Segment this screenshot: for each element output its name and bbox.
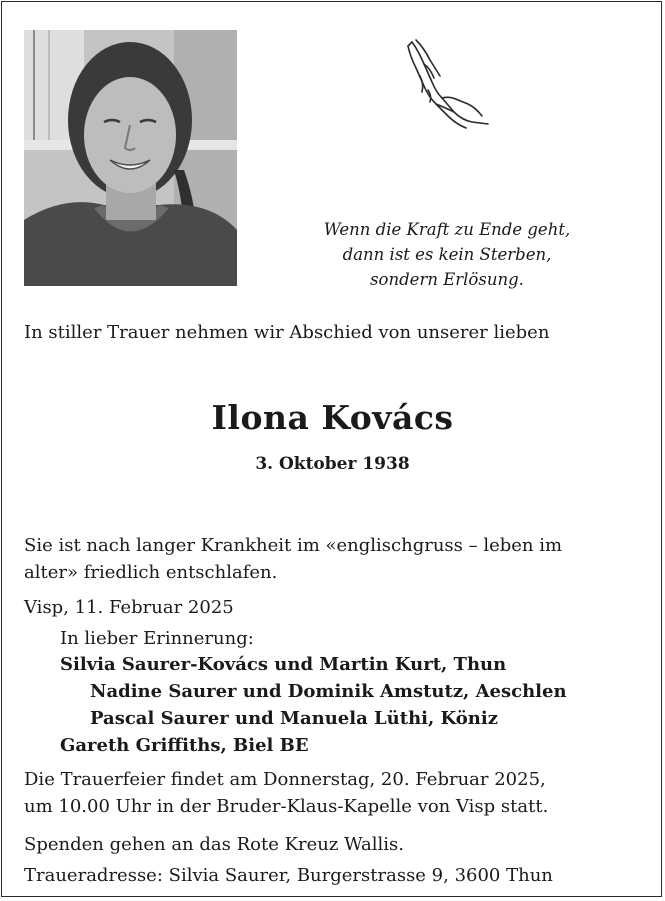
intro-text: In stiller Trauer nehmen wir Abschied von unserer lieben [24,322,550,343]
mourner-name: Gareth Griffiths, Biel BE [60,735,309,756]
ceremony-line-2: um 10.00 Uhr in der Bruder-Klaus-Kapelle von Visp statt. [24,796,549,817]
portrait-photo [24,30,237,286]
mourner-name: Pascal Saurer und Manuela Lüthi, Köniz [90,708,498,729]
donations-text: Spenden gehen an das Rote Kreuz Wallis. [24,834,404,855]
deceased-name: Ilona Kovács [211,398,454,437]
mourning-address: Traueradresse: Silvia Saurer, Burgerstrasse 9, 3600 Thun [24,865,553,886]
mourners-block [24,626,644,759]
mourner-name: Nadine Saurer und Dominik Amstutz, Aeschlen [90,681,567,702]
mourner-name: Silvia Saurer-Kovács und Martin Kurt, Thun [60,654,507,675]
obituary-card [1,1,662,897]
quote-line-2: dann ist es kein Sterben, [342,245,552,264]
ceremony-line-1: Die Trauerfeier findet am Donnerstag, 20. Februar 2025, [24,769,546,790]
mourners-heading: In lieber Erinnerung: [60,628,254,649]
passing-paragraph [24,532,644,586]
birth-date: 3. Oktober 1938 [255,454,410,474]
quote-line-3: sondern Erlösung. [370,270,524,289]
praying-hands-icon [402,38,492,130]
quote-line-1: Wenn die Kraft zu Ende geht, [323,220,571,239]
place-date: Visp, 11. Februar 2025 [24,597,234,618]
ceremony-paragraph [24,766,644,820]
quote [302,217,592,292]
passing-line-1: Sie ist nach langer Krankheit im «englischgruss – leben im [24,535,563,556]
passing-line-2: alter» friedlich entschlafen. [24,562,278,583]
